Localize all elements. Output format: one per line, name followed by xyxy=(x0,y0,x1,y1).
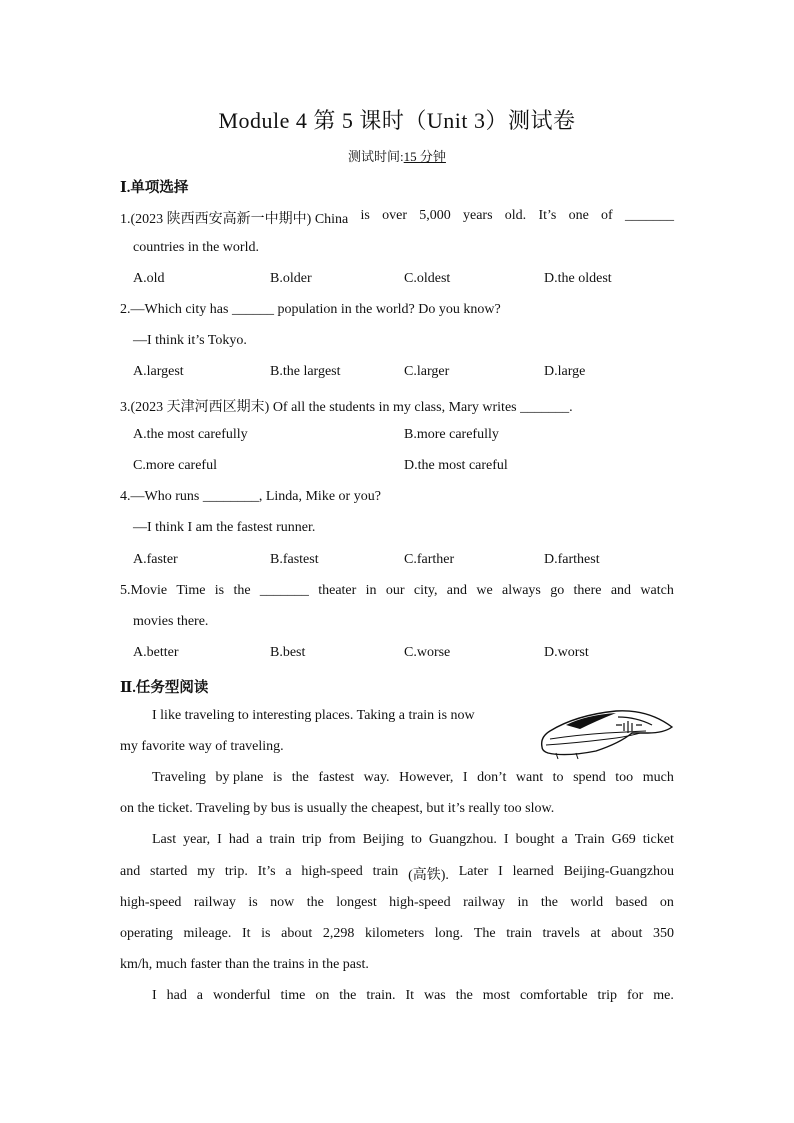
q4-option-a[interactable]: A.faster xyxy=(133,552,178,567)
word: railway xyxy=(193,895,236,910)
q3-option-c[interactable]: C.more careful xyxy=(133,458,217,473)
word: operating xyxy=(120,926,173,941)
passage-p2-line-1 xyxy=(120,770,674,786)
q3-option-d[interactable]: D.the most careful xyxy=(404,458,508,473)
word: to xyxy=(410,832,422,847)
word: years xyxy=(463,208,493,223)
word: high-speed xyxy=(301,864,363,879)
passage-p3-line-5: km/h, much faster than the trains in the past. xyxy=(120,957,369,972)
page-title: Module 4 第 5 课时（Unit 3）测试卷 xyxy=(218,108,576,133)
word: trip xyxy=(597,988,617,1003)
passage-p3-line-2 xyxy=(120,864,674,884)
word: theater xyxy=(318,583,357,598)
question-1-line-1 xyxy=(120,208,674,228)
word: one xyxy=(568,208,589,223)
question-4-line-2: —I think I am the fastest runner. xyxy=(133,520,316,535)
passage-p4-line-1 xyxy=(120,988,674,1004)
word: our xyxy=(385,583,405,598)
q3-option-a[interactable]: A.the most carefully xyxy=(133,427,248,442)
q1-option-c[interactable]: C.oldest xyxy=(404,271,451,286)
train-illustration xyxy=(536,703,674,761)
word: and xyxy=(446,583,467,598)
word: long. xyxy=(434,926,464,941)
word: me. xyxy=(653,988,674,1003)
word: watch xyxy=(640,583,674,598)
word: year, xyxy=(183,832,211,847)
word: was xyxy=(423,988,446,1003)
word: ticket xyxy=(642,832,674,847)
word: too xyxy=(615,770,634,785)
word: the xyxy=(455,988,473,1003)
word: I xyxy=(217,832,222,847)
word: world xyxy=(570,895,604,910)
passage-p3-line-3 xyxy=(120,895,674,911)
passage-p2-line-2: on the ticket. Traveling by bus is usually the cheapest, but it’s really too slow. xyxy=(120,801,555,816)
word: learned xyxy=(512,864,554,879)
word: on xyxy=(659,895,674,910)
q2-option-d[interactable]: D.large xyxy=(544,364,586,379)
q1-option-b[interactable]: B.older xyxy=(270,271,312,286)
word: Beijing-Guangzhou xyxy=(563,864,674,879)
q5-option-d[interactable]: D.worst xyxy=(544,645,589,660)
word: Time xyxy=(176,583,206,598)
word: based xyxy=(615,895,648,910)
word: trip xyxy=(302,832,322,847)
word: a xyxy=(285,864,292,879)
q5-option-a[interactable]: A.better xyxy=(133,645,179,660)
word: at xyxy=(590,926,601,941)
word: wonderful xyxy=(212,988,271,1003)
word: comfortable xyxy=(519,988,588,1003)
word: high-speed xyxy=(389,895,451,910)
word: _______ xyxy=(259,583,309,598)
word: _______ xyxy=(624,208,674,223)
word: trip. xyxy=(224,864,248,879)
word: is xyxy=(248,895,258,910)
word: G69 xyxy=(611,832,636,847)
word: a xyxy=(561,832,568,847)
word: is xyxy=(261,926,271,941)
word: on xyxy=(315,988,330,1003)
word: started xyxy=(150,864,188,879)
word: It xyxy=(405,988,414,1003)
question-5-line-2: movies there. xyxy=(133,614,209,629)
word: go xyxy=(550,583,565,598)
word: I xyxy=(462,770,468,785)
word: 2,298 xyxy=(322,926,355,941)
word: the xyxy=(339,988,357,1003)
question-5-line-1 xyxy=(120,583,674,599)
word: a xyxy=(196,988,204,1003)
word: about xyxy=(611,926,643,941)
q4-option-c[interactable]: C.farther xyxy=(404,552,455,567)
word: we xyxy=(476,583,493,598)
word: train xyxy=(269,832,295,847)
test-time xyxy=(0,146,794,165)
word: 5,000 xyxy=(419,208,451,223)
word: Beijing xyxy=(362,832,404,847)
q4-option-d[interactable]: D.farthest xyxy=(544,552,600,567)
word: mileage. xyxy=(183,926,232,941)
question-3-line-1: 3.(2023 天津河西区期末) Of all the students in my class, Mary writes _______. xyxy=(120,400,573,415)
word: want xyxy=(515,770,544,785)
word: by plane xyxy=(215,770,264,785)
section-heading-choice: Ⅰ.单项选择 xyxy=(120,180,189,196)
word: Train xyxy=(574,832,605,847)
question-4-line-1: 4.—Who runs ________, Linda, Mike or you? xyxy=(120,489,381,504)
word: 5.Movie xyxy=(120,583,168,598)
word: to xyxy=(552,770,564,785)
word: Traveling xyxy=(152,770,206,785)
passage-p1-line-1: I like traveling to interesting places. Taking a train is now xyxy=(152,708,475,723)
section-heading-reading: Ⅱ.任务型阅读 xyxy=(120,680,209,696)
word: 1.(2023 陕西西安高新一中期中) China xyxy=(120,212,349,227)
word: is xyxy=(360,208,370,223)
word: It’s xyxy=(257,864,276,879)
word: Guangzhou. xyxy=(428,832,497,847)
word: It xyxy=(241,926,251,941)
word: travels xyxy=(542,926,580,941)
word: train xyxy=(506,926,532,941)
word: now xyxy=(270,895,295,910)
word: longest xyxy=(336,895,377,910)
question-2-line-2: —I think it’s Tokyo. xyxy=(133,333,247,348)
word: of xyxy=(601,208,613,223)
word: railway xyxy=(463,895,506,910)
word: Last xyxy=(152,832,177,847)
passage-p3-line-4 xyxy=(120,926,674,942)
word: the xyxy=(540,895,558,910)
word: from xyxy=(328,832,356,847)
word: It’s xyxy=(538,208,557,223)
q2-option-c[interactable]: C.larger xyxy=(404,364,450,379)
question-1-line-2: countries in the world. xyxy=(133,240,259,255)
word: train. xyxy=(366,988,396,1003)
word: high-speed xyxy=(120,895,182,910)
word: a xyxy=(256,832,263,847)
word: Later xyxy=(458,864,489,879)
word: don’t xyxy=(477,770,507,785)
word: and xyxy=(610,583,632,598)
word: (高铁). xyxy=(408,868,449,883)
q2-option-a[interactable]: A.largest xyxy=(133,364,184,379)
word: much xyxy=(642,770,674,785)
word: bought xyxy=(515,832,555,847)
q1-option-a[interactable]: A.old xyxy=(133,271,165,286)
word: and xyxy=(120,864,141,879)
word: old. xyxy=(504,208,527,223)
word: 350 xyxy=(653,926,674,941)
word: I xyxy=(503,832,509,847)
word: the xyxy=(233,583,251,598)
word: kilometers xyxy=(365,926,425,941)
word: most xyxy=(482,988,510,1003)
word: over xyxy=(382,208,407,223)
word: in xyxy=(365,583,377,598)
word: had xyxy=(166,988,187,1003)
word: fastest xyxy=(318,770,355,785)
word: the xyxy=(291,770,309,785)
q4-option-b[interactable]: B.fastest xyxy=(270,552,319,567)
q1-option-d[interactable]: D.the oldest xyxy=(544,271,612,286)
word: is xyxy=(214,583,225,598)
test-time-value: 15 分钟 xyxy=(403,149,446,164)
word: my xyxy=(197,864,216,879)
word: way. xyxy=(363,770,390,785)
word: had xyxy=(228,832,250,847)
word: there xyxy=(573,583,602,598)
word: the xyxy=(306,895,324,910)
question-2-line-1: 2.—Which city has ______ population in the world? Do you know? xyxy=(120,302,501,317)
q5-option-b[interactable]: B.best xyxy=(270,645,306,660)
word: about xyxy=(281,926,313,941)
q5-option-c[interactable]: C.worse xyxy=(404,645,451,660)
passage-p3-line-1 xyxy=(120,832,674,848)
word: However, xyxy=(399,770,454,785)
test-time-label: 测试时间: xyxy=(348,149,404,164)
word: The xyxy=(473,926,496,941)
word: city, xyxy=(413,583,438,598)
word: in xyxy=(517,895,529,910)
word: is xyxy=(272,770,283,785)
passage-p1-line-2: my favorite way of traveling. xyxy=(120,739,284,754)
word: spend xyxy=(573,770,606,785)
word: I xyxy=(498,864,503,879)
word: for xyxy=(626,988,644,1003)
word: time xyxy=(280,988,306,1003)
q2-option-b[interactable]: B.the largest xyxy=(270,364,341,379)
word: I xyxy=(152,988,157,1003)
word: train xyxy=(372,864,399,879)
q3-option-b[interactable]: B.more carefully xyxy=(404,427,499,442)
word: always xyxy=(501,583,541,598)
